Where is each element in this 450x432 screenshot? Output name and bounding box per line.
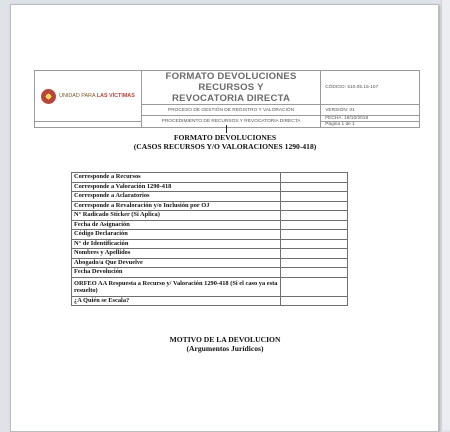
field-label: Corresponde a Aclaratorios (72, 192, 281, 202)
code-cell: CÓDIGO: 510.05.15-107 (321, 71, 420, 105)
field-label: Fecha Devolución (72, 268, 281, 278)
field-value-cell[interactable] (281, 249, 348, 259)
section-title-motivo: MOTIVO DE LA DEVOLUCION (169, 335, 281, 344)
field-value-cell[interactable] (281, 258, 348, 268)
field-value-cell[interactable] (281, 277, 348, 296)
version-cell: VERSIÓN: 01 (321, 105, 420, 116)
field-label: Nombres y Apellidos (72, 249, 281, 259)
doc-title-cell (141, 71, 320, 105)
page-number-cell: Página 1 de 1 (321, 122, 420, 128)
table-row (72, 230, 348, 240)
logo-cell-bottom (35, 122, 142, 128)
field-label: Código Declaración (72, 230, 281, 240)
table-row (72, 201, 348, 211)
procedure-cell: PROCEDIMIENTO DE RECURSOS Y REVOCATORIA DIRECTA (141, 116, 320, 128)
table-row (72, 192, 348, 202)
vertical-scrollbar[interactable] (441, 0, 450, 430)
field-label: Corresponde a Valoración 1290-418 (72, 182, 281, 192)
table-row (72, 220, 348, 230)
field-value-cell[interactable] (281, 173, 348, 183)
doc-title: FORMATO DEVOLUCIONES RECURSOS Y REVOCATORIA DIRECTA (165, 71, 297, 104)
unidad-victimas-logo (35, 71, 141, 121)
logo-cell (35, 71, 142, 122)
field-value-cell[interactable] (281, 268, 348, 278)
fields-table (71, 172, 348, 306)
field-value-cell[interactable] (281, 211, 348, 221)
table-row (72, 296, 348, 306)
document-header (34, 70, 420, 128)
field-label: Fecha de Asignación (72, 220, 281, 230)
field-value-cell[interactable] (281, 182, 348, 192)
table-row (72, 277, 348, 296)
seal-icon (41, 89, 56, 104)
field-label: ¿A Quién se Escala? (72, 296, 281, 306)
field-label: Corresponde a Revaloración y/o Inclusión por OJ (72, 201, 281, 211)
section-subtitle-argumentos: (Argumentos Jurídicos) (186, 344, 264, 353)
table-row (72, 258, 348, 268)
field-label: Abogado/a Que Devuelve (72, 258, 281, 268)
table-row (72, 268, 348, 278)
table-row (72, 211, 348, 221)
table-row (72, 249, 348, 259)
field-label: ORFEO AA Respuesta a Recurso y/ Valoración 1290-418 (Si el caso ya esta resuelto) (72, 277, 281, 296)
field-value-cell[interactable] (281, 230, 348, 240)
text-cursor (226, 125, 227, 133)
field-value-cell[interactable] (281, 220, 348, 230)
field-value-cell[interactable] (281, 239, 348, 249)
logo-text: UNIDAD PARA LAS VÍCTIMAS (59, 93, 135, 99)
field-label: N° de Identificación (72, 239, 281, 249)
field-label: N° Radicado Sticker (Si Aplica) (72, 211, 281, 221)
date-cell: FECHA: 19/10/2018 (321, 116, 420, 122)
process-cell: PROCESO DE GESTIÓN DE REGISTRO Y VALORACIÓN (141, 105, 320, 116)
field-value-cell[interactable] (281, 192, 348, 202)
field-value-cell[interactable] (281, 201, 348, 211)
table-row (72, 239, 348, 249)
table-row (72, 173, 348, 183)
form-subtitle: (CASOS RECURSOS Y/O VALORACIONES 1290-418) (133, 142, 317, 151)
field-value-cell[interactable] (281, 296, 348, 306)
form-title: FORMATO DEVOLUCIONES (173, 133, 277, 142)
field-label: Corresponde a Recursos (72, 173, 281, 183)
table-row (72, 182, 348, 192)
